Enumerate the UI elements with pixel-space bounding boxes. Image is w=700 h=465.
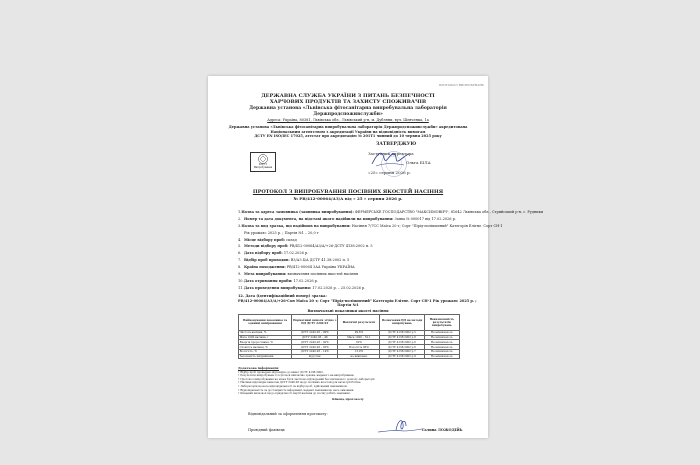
list-item: 10. Дата отримання проби: 17.02.2026 р. [238, 278, 319, 283]
table-cell: 13,0% [338, 349, 380, 354]
list-item: 9. Мета випробування: визначення посівних якостей насіння [238, 272, 359, 277]
note-line: • Лабораторія не несе відповідальності за відбір проб, здійснений замовником. [238, 384, 348, 388]
table-cell: ДСТУ 2240-93 – 92% [292, 340, 338, 345]
table-cell: ДСТУ 2240-93 – 95% [292, 345, 338, 350]
note-line: • Відповідальність за достовірність інформації, наданої замовником, несе замовник. [238, 388, 355, 392]
accreditation-stamp-box [250, 152, 276, 172]
table-cell: 92% [338, 340, 380, 345]
table-cell: Заселеність шкідниками [239, 354, 292, 359]
table-cell: Маса 1000 – 52,1 [338, 335, 380, 340]
table-cell: ДСТУ 4138:2002 р.7 [380, 349, 424, 354]
list-item: 4. Місце відбору проб: склад [238, 237, 297, 242]
tester-label: Провідний фахівець [248, 428, 285, 432]
table-cell: не виявлено [338, 354, 380, 359]
approval-position: Заступник директора [368, 151, 414, 156]
sample-id-line-1: 12. Дата (ідентифікаційний номер) зразка: [238, 294, 327, 298]
accreditation-line-2: Національним агентством з акредитації України на відповідність вимогам [270, 129, 426, 134]
table-cell: Вологість 96% [338, 345, 380, 350]
end-of-protocol: Кінець протоколу [332, 396, 364, 401]
approval-date: «25» серпня 2026 р. [368, 170, 411, 175]
accreditation-line-1: Державна установа «Львівська фітосанітарна випробувальна лабораторія Держпродспоживслужби» акредитована [228, 125, 468, 129]
table-title: Визначальні показники якості насіння [307, 308, 389, 313]
table-cell: відсутня [292, 354, 338, 359]
sample-id-line-3: Партія №1 [337, 303, 359, 307]
table-cell: Вологість, % [239, 349, 292, 354]
list-item: 2. Номер та дата документа, на підставі якого надійшли на випробування: Заява № 000017 від 17.02.2026 р. [238, 216, 456, 221]
table-cell: Маса 1000 насінин, г [239, 335, 292, 340]
table-cell: Не визначалось [424, 335, 459, 340]
column-header: Невизначеність результатів випробувань [424, 315, 459, 331]
lab-address: Адреса: Україна, 80381, Львівська обл., Львівський р-н, м. Дубляни, вул. Шевченка, 1а [267, 118, 429, 122]
note-line: • Протокол випробування не може бути частково відтворений без письмового дозволу лабораторії. [238, 377, 376, 381]
note-line: • Насіння відповідає вимогам ДСТУ 2240-93 щодо посівних якостей для категорії Елітне. [238, 381, 362, 385]
column-header: Найменування показника та одиниці вимірювання [239, 315, 292, 331]
list-item: 7. Відбір проб проводив: ВЗ/АЗ 4/А ДСТУ 41.38:2002 п. 5 [238, 258, 350, 263]
protocol-number: № РВ/412-00064/АЗ/А від « 25 » серпня 2026 р. [293, 196, 403, 201]
note-line: • Відбір проб проведено відповідно до вимог ДСТУ 4138:2002. [238, 370, 324, 374]
protocol-title: ПРОТОКОЛ З ВИПРОБУВАННЯ ПОСІВНИХ ЯКОСТЕЙ НАСІННЯ [252, 189, 444, 195]
tester-name: Галина ЛОЖОДІЙЬ [422, 428, 463, 432]
table-cell: ДСТУ 4138:2002 р.8 [380, 335, 424, 340]
header-line-1: ДЕРЖАВНА СЛУЖБА УКРАЇНИ З ПИТАНЬ БЕЗПЕЧНОСТІ [261, 93, 435, 99]
document-page [208, 76, 544, 438]
approval-title: ЗАТВЕРДЖУЮ [376, 142, 417, 147]
table-cell: Не визначалось [424, 345, 459, 350]
list-item: 11. Дата проведення випробування: 17.02.2026 р. – 25.02.2026 р. [238, 285, 366, 290]
header-line-2: ХАРЧОВИХ ПРОДУКТІВ ТА ЗАХИСТУ СПОЖИВАЧІВ [269, 99, 427, 105]
list-item: 3. Назва та вид зразка, що надійшов на випробування: Насіння 7/7СС Маїса 20 т; Сорт "Пірід-поліпшений" Категорія Елітне. Сорт СН-1 [238, 223, 503, 228]
sample-id-line-2: РВ/412-00064/АЗ/А/+26-Сон Маїса 20 т; Сорт "Пірід-поліпшений" Категорія Елітне. Сорт СН-1 Рік урожаю: 2025 р. ; [238, 298, 477, 303]
column-header: Нормативні вимоги згідно з НД ДСТУ 2240-93 [292, 315, 338, 331]
responsible-label: Відповідальний за оформлення протоколу: [248, 412, 328, 416]
table-cell: ДСТУ 4138:2002 р.9 [380, 354, 424, 359]
list-item: 5. Методи відбору проб: РВ/412-00064/АЗ/А/+26-ДСТУ 4138:2002 п. 5 [238, 244, 373, 249]
stamp-line-2: Випробування [253, 166, 273, 169]
results-table [238, 314, 460, 359]
table-cell: Не визначалось [424, 354, 459, 359]
header-line-3: Державна установа «Львівська фітосанітарна випробувальна лабораторія [249, 106, 447, 111]
table-cell: ДСТУ 4138:2002 р.6 [380, 340, 424, 345]
protocol-fields-list [238, 209, 544, 292]
list-item: 6. Дата відбору проб: 17.02.2026 р. [238, 251, 309, 256]
list-item: 8. Країна походження: РВ/412-00064 ЗАА Україна УКРАЇНА [238, 265, 355, 270]
column-header: Фактичні результати [338, 315, 380, 331]
list-item: Рік урожаю: 2025 р. ; Партія №1 – 20,0 т [244, 230, 319, 235]
notes-title: Додаткова інформація: [238, 366, 280, 370]
table-cell: ДСТУ 4138:2002 р.5 [380, 330, 424, 335]
table-cell: ДСТУ 2240-93 – 14% [292, 349, 338, 354]
note-line: • Результати випробувань стосуються виключно зразка, наданого на випробування. [238, 374, 355, 378]
table-cell: Не визначалось [424, 349, 459, 354]
table-cell: Не визначалось [424, 330, 459, 335]
table-cell: Чистота насіння, % [239, 330, 292, 335]
column-header: Позначення НД на методи випробувань [380, 315, 424, 331]
header-line-4: Держпродспоживслужби» [313, 111, 383, 117]
tester-signature [376, 416, 424, 436]
corner-header-text: ПРОТОКОЛ ВИПРОБУВАНЬ [438, 83, 484, 87]
note-line: • Кінцевий висновок щодо придатності партії насіння до посіву робить замовник. [238, 392, 351, 396]
table-cell: Енергія проростання, % [239, 340, 292, 345]
stamp-line-1: 201/Т1 [258, 163, 268, 166]
table-cell: Не визначалось [424, 340, 459, 345]
table-cell: ДСТУ 2240-93 – 48 [292, 335, 338, 340]
approval-name: Ольга БІЛА [406, 160, 431, 165]
additional-info [238, 367, 476, 396]
table-row [239, 354, 460, 359]
table-cell: ДСТУ 2240-93 – 99% [292, 330, 338, 335]
table-cell: Схожість насіння, % [239, 345, 292, 350]
list-item: 1. Назва та адреса замовника (заявника випробування): ФЕРМЕРСЬКЕ ГОСПОДАРСТВО "МАКСИМОВИЧ", 81642 Львівська обл., Стрийський р-н, с. Рудники [238, 210, 544, 214]
table-cell: ДСТУ 4138:2002 р.6 [380, 345, 424, 350]
table-header-row [239, 315, 460, 331]
table-cell: 99,6% [338, 330, 380, 335]
approval-seal [380, 150, 408, 182]
accreditation-line-3: ДСТУ EN ISO/IEC 17025, атестат про акредитацію № 201Т1 чинний до 10 червня 2025 року [254, 134, 442, 138]
